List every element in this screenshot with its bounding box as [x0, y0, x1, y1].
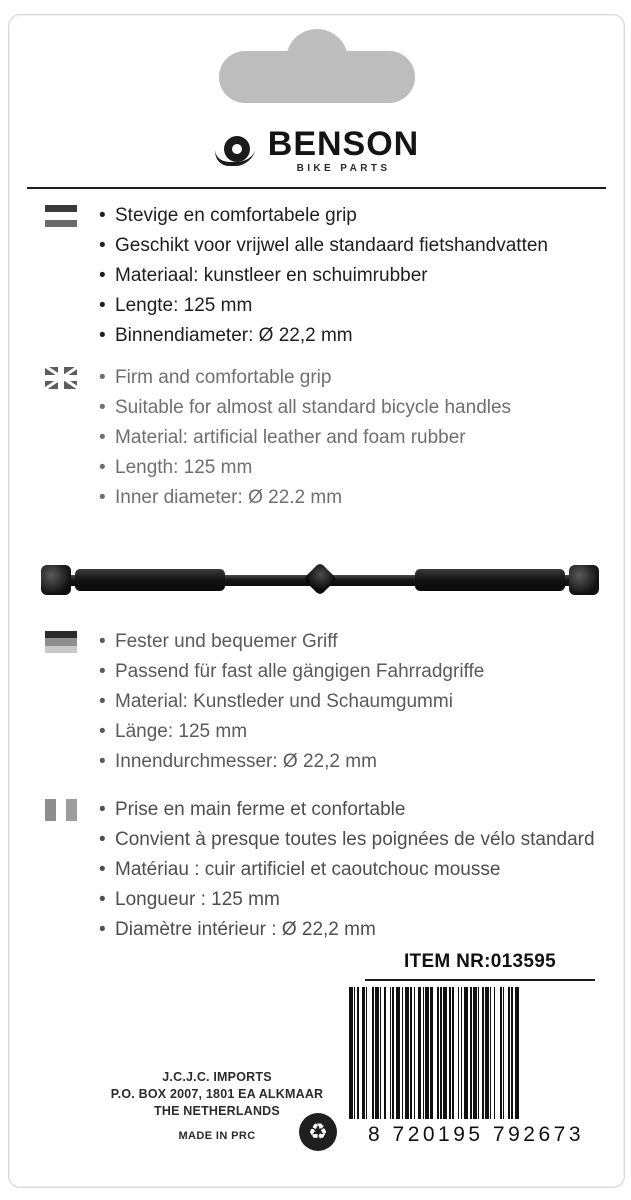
list-item: • Inner diameter: Ø 22.2 mm: [115, 483, 605, 513]
language-block-fr: [45, 795, 605, 945]
brand-name: BENSON: [267, 125, 420, 163]
language-block-en: [45, 363, 605, 513]
flag-netherlands-icon: [45, 205, 77, 227]
item-number-block: [365, 951, 595, 981]
importer-country: THE NETHERLANDS: [154, 1104, 280, 1118]
product-package-card: [8, 14, 625, 1188]
list-item: • Matériau : cuir artificiel et caoutchouc mousse: [115, 855, 605, 885]
language-block-de: [45, 627, 605, 777]
cog-swoosh-icon: [214, 134, 258, 168]
list-item: • Firm and comfortable grip: [115, 363, 605, 393]
header-divider: [27, 187, 606, 189]
barcode: [349, 987, 603, 1147]
flag-germany-icon: [45, 631, 77, 653]
made-in-label: MADE IN PRC: [178, 1130, 256, 1142]
list-item: • Binnendiameter: Ø 22,2 mm: [115, 321, 605, 351]
item-number-underline: [365, 979, 595, 981]
importer-name: J.C.J.C. IMPORTS: [162, 1070, 272, 1084]
list-item: • Length: 125 mm: [115, 453, 605, 483]
feature-list-de: [45, 627, 605, 777]
list-item: • Longueur : 125 mm: [115, 885, 605, 915]
recycle-loop-icon: ♻: [299, 1113, 337, 1151]
list-item: • Passend für fast alle gängigen Fahrradgriffe: [115, 657, 605, 687]
list-item: • Länge: 125 mm: [115, 717, 605, 747]
flag-france-icon: [45, 799, 77, 821]
language-block-nl: [45, 201, 605, 351]
list-item: • Lengte: 125 mm: [115, 291, 605, 321]
list-item: • Diamètre intérieur : Ø 22,2 mm: [115, 915, 605, 945]
barcode-bars: [349, 987, 603, 1119]
bicycle-handlebar-grips-photo: [37, 555, 603, 607]
list-item: • Suitable for almost all standard bicycle handles: [115, 393, 605, 423]
barcode-digits: 8 720195 792673: [368, 1123, 584, 1146]
list-item: • Material: Kunstleder und Schaumgummi: [115, 687, 605, 717]
feature-list-en: [45, 363, 605, 513]
brand-tagline: BIKE PARTS: [296, 163, 391, 174]
list-item: • Fester und bequemer Griff: [115, 627, 605, 657]
list-item: • Prise en main ferme et confortable: [115, 795, 605, 825]
item-number-label: ITEM NR:013595: [403, 951, 557, 972]
euro-hang-hole: [219, 51, 415, 103]
brand-header: [9, 127, 624, 174]
importer-address: P.O. BOX 2007, 1801 EA ALKMAAR: [110, 1087, 324, 1101]
list-item: • Stevige en comfortabele grip: [115, 201, 605, 231]
feature-list-fr: [45, 795, 605, 945]
flag-united-kingdom-icon: [45, 367, 77, 389]
list-item: • Geschikt voor vrijwel alle standaard fietshandvatten: [115, 231, 605, 261]
list-item: • Convient à presque toutes les poignées de vélo standard: [115, 825, 605, 855]
feature-list-nl: [45, 201, 605, 351]
list-item: • Material: artificial leather and foam rubber: [115, 423, 605, 453]
list-item: • Innendurchmesser: Ø 22,2 mm: [115, 747, 605, 777]
list-item: • Materiaal: kunstleer en schuimrubber: [115, 261, 605, 291]
